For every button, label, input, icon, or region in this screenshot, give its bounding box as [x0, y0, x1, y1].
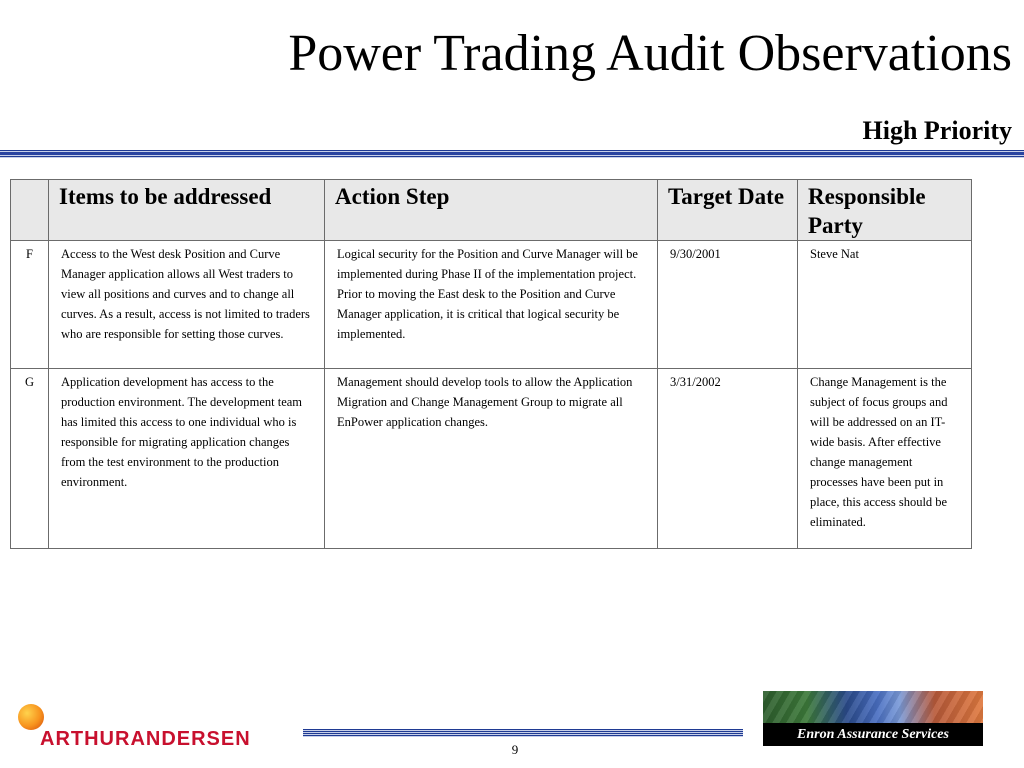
- header-divider: [0, 150, 1024, 158]
- table-header-row: [11, 180, 972, 241]
- row-responsible: Change Management is the subject of focus groups and will be addressed on an IT-wide basis. After effective change management processes have been put in place, this access should be eliminated.: [798, 369, 972, 549]
- header-id: [11, 180, 49, 241]
- table-row: [11, 369, 972, 549]
- row-id: G: [11, 369, 49, 549]
- audit-observations-table: [10, 179, 972, 549]
- row-item: Access to the West desk Position and Curve Manager application allows all West traders to view all positions and curves and to change all curves. As a result, access is not limited to traders who are responsible for setting those curves.: [49, 241, 325, 369]
- row-target-date: 9/30/2001: [658, 241, 798, 369]
- banner-label: Enron Assurance Services: [763, 723, 983, 746]
- header-items: Items to be addressed: [49, 180, 325, 241]
- slide-title: Power Trading Audit Observations: [288, 25, 1012, 82]
- row-id: F: [11, 241, 49, 369]
- row-action: Logical security for the Position and Curve Manager will be implemented during Phase II of the implementation project. Prior to moving the East desk to the Position and Curve Manager application, it is critical that logical security be implemented.: [325, 241, 658, 369]
- row-target-date: 3/31/2002: [658, 369, 798, 549]
- page-number: 9: [511, 742, 519, 757]
- row-responsible: Steve Nat: [798, 241, 972, 369]
- header-target-date: Target Date: [658, 180, 798, 241]
- logo-word-arthur: ARTHUR: [40, 728, 131, 750]
- enron-assurance-banner: [763, 691, 983, 746]
- banner-photo-strip: [763, 691, 983, 723]
- header-responsible-party: Responsible Party: [798, 180, 972, 241]
- logo-word-andersen: ANDERSEN: [130, 728, 251, 750]
- table-row: [11, 241, 972, 369]
- header-action-step: Action Step: [325, 180, 658, 241]
- row-action: Management should develop tools to allow the Application Migration and Change Management Group to migrate all EnPower application changes.: [325, 369, 658, 549]
- slide-subtitle: High Priority: [862, 116, 1012, 145]
- footer-divider: [303, 729, 743, 737]
- logo-wordmark: [40, 728, 251, 751]
- row-item: Application development has access to the production environment. The development team has limited this access to one individual who is responsible for migrating application changes from the test environment to the production environment.: [49, 369, 325, 549]
- logo-sphere-icon: [18, 704, 44, 730]
- arthur-andersen-logo: [16, 702, 296, 752]
